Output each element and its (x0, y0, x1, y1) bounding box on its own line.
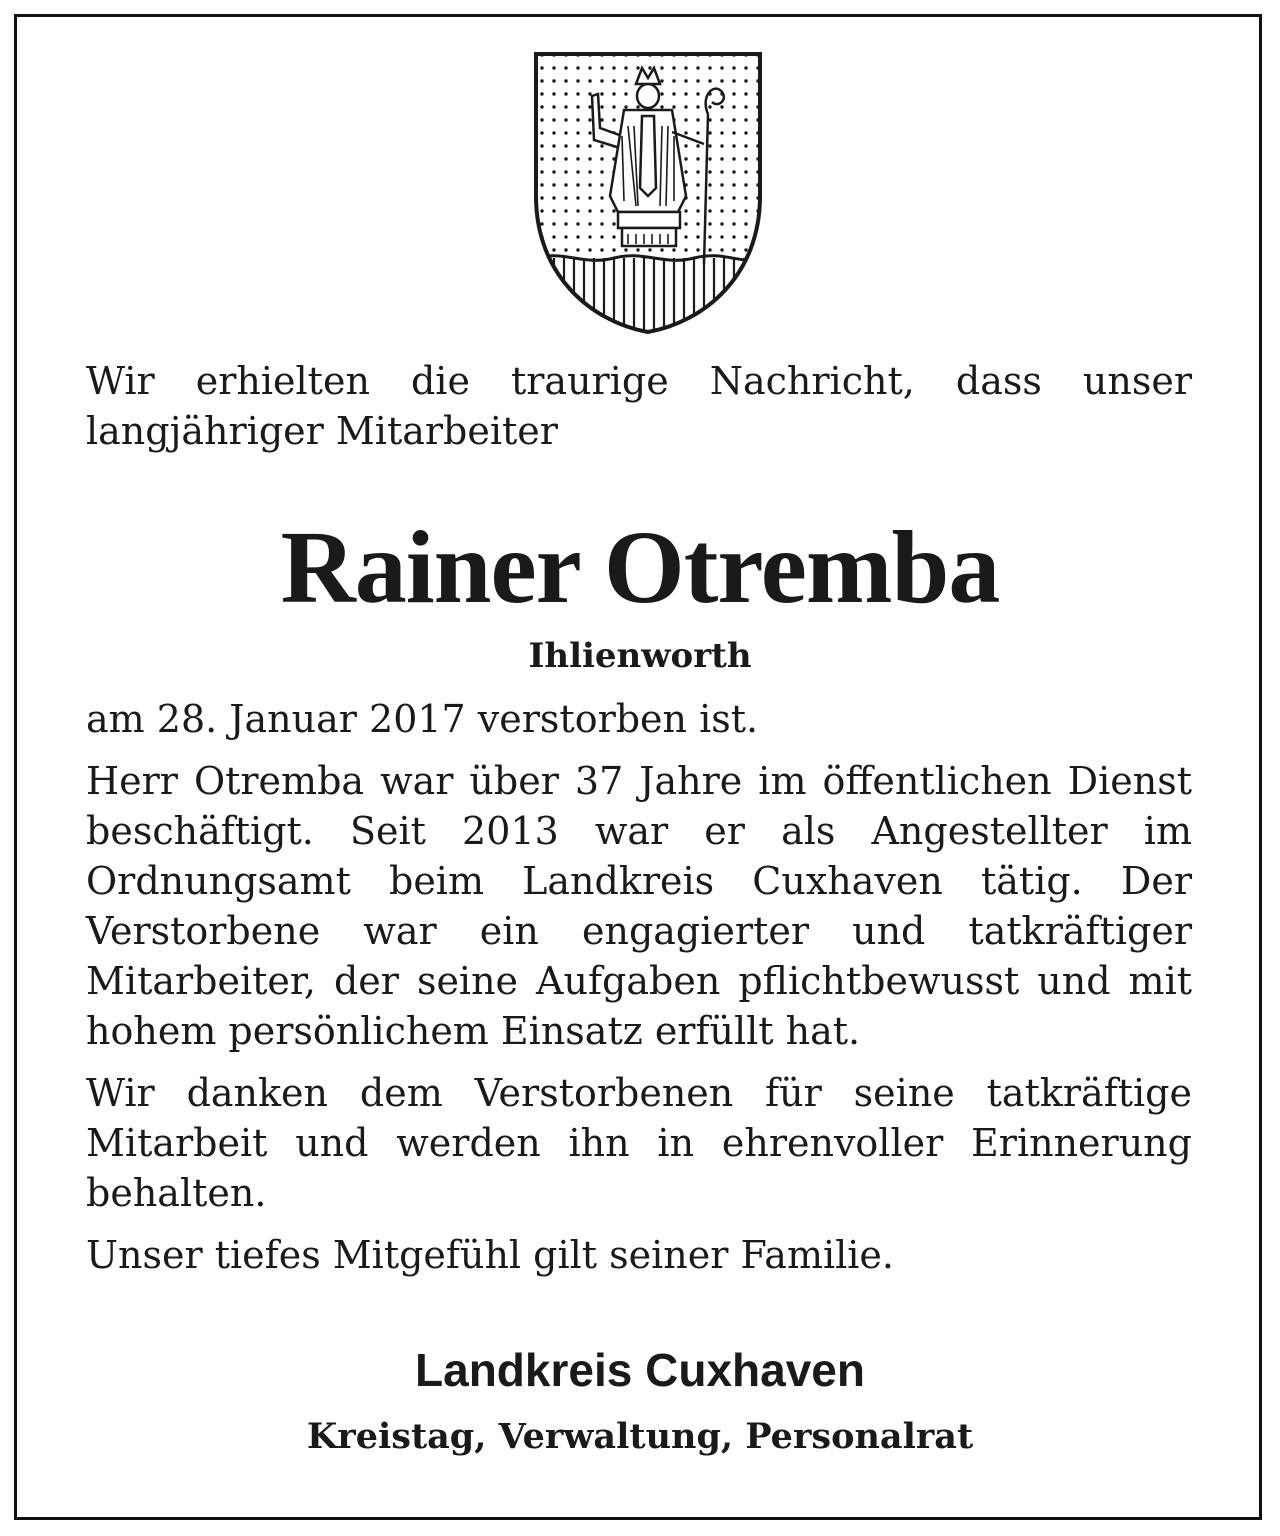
deceased-name: Rainer Otremba (280, 510, 1000, 625)
thanks-paragraph: Wir danken dem Verstorbenen für seine tatkräftige Mitarbeit und werden ihn in ehrenvoller Erinnerung behalten. (86, 1071, 1192, 1215)
signature-organization: Landkreis Cuxhaven (415, 1344, 865, 1396)
coat-of-arms-icon (524, 36, 772, 338)
sympathy-paragraph: Unser tiefes Mitgefühl gilt seiner Familie. (86, 1233, 895, 1277)
deceased-place: Ihlienworth (528, 636, 752, 676)
intro-text: Wir erhielten die traurige Nachricht, dass unser langjähriger Mitarbeiter (86, 359, 1192, 453)
signature-bodies: Kreistag, Verwaltung, Personalrat (306, 1416, 974, 1457)
service-paragraph: Herr Otremba war über 37 Jahre im öffentlichen Dienst beschäftigt. Seit 2013 war er als Angestellter im Ordnungsamt beim Landkreis Cuxhaven tätig. Der Verstorbene war ein engagierter und tatkräftiger Mitarbeiter, der seine Aufgaben pflichtbewusst und mit hohem persönlichem Einsatz erfüllt hat. (86, 759, 1192, 1053)
death-date-line: am 28. Januar 2017 verstorben ist. (86, 697, 759, 741)
